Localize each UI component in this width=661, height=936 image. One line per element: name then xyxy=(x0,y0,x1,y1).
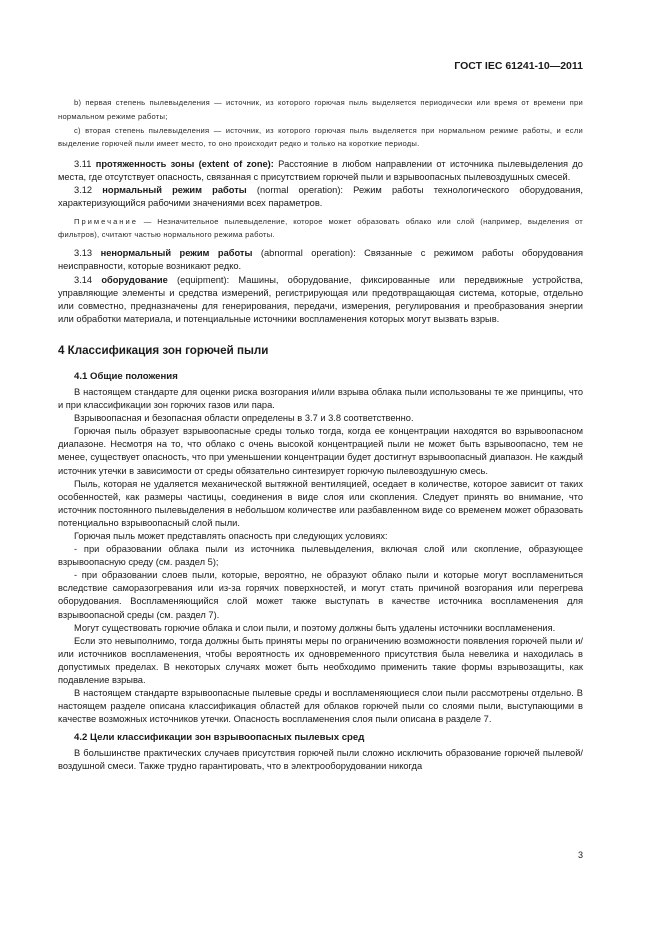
term: нормальный режим работы xyxy=(102,185,247,196)
paragraph: Если это невыполнимо, тогда должны быть приняты меры по ограничению возможности появления горючей пыли и/или источников воспламенения, чтобы вероятность их одновременного присутствия была невелика и находилась в допустимых пределах. В некоторых случаях может быть необходимо применить такие формы взрывозащиты, как подавление взрыва. xyxy=(58,635,583,685)
note-c: c) вторая степень пылевыделения — источник, из которого горючая пыль выделяется при нормальном режиме работы, и если выделение горючей пыли имеет место, то оно происходит редко и только на короткие периоды. xyxy=(58,126,583,148)
page-number: 3 xyxy=(577,850,583,860)
note-b: b) первая степень пылевыделения — источник, из которого горючая пыль выделяется периодически или время от времени при нормальном режиме работы; xyxy=(58,98,583,121)
note-label: Примечание xyxy=(74,217,138,227)
paragraph: Взрывоопасная и безопасная области определены в 3.7 и 3.8 соответственно. xyxy=(74,413,414,424)
definition-3-11: 3.11 протяженность зоны (extent of zone): Расстояние в любом направлении от источника пылевыделения до места, где отсутствует опасность, связанная с присутствием горючей пыли и взрывоопасных пылевоздушных смесей. xyxy=(58,159,583,183)
document-header: ГОСТ IEC 61241-10—2011 xyxy=(454,60,583,72)
term: протяженность зоны (extent of zone): xyxy=(95,159,274,169)
paragraph: В настоящем стандарте для оценки риска возгорания и/или взрыва облака пыли использованы те же принципы, что и при классификации зон горючих газов или пара. xyxy=(58,386,583,411)
paragraph: В большинстве практических случаев присутствия горючей пыли сложно исключить образование горючей пылевой/воздушной смеси. Также трудно гарантировать, что в электрооборудовании никогда xyxy=(58,748,583,772)
paragraph: В настоящем стандарте взрывоопасные пылевые среды и воспламеняющиеся слои пыли рассмотрены отдельно. В настоящем разделе описана классификация областей для облаков горючей пыли со слоями пыли, выступающими в качестве возможных источников утечки. Опасность воспламенения слоя пыли описана в разделе 7. xyxy=(58,688,583,725)
page-body xyxy=(58,58,583,774)
term: ненормальный режим работы xyxy=(100,248,253,259)
paragraph: - при образовании слоев пыли, которые, вероятно, не образуют облако пыли и которые могут воспламениться вследствие саморазогревания или из-за горячих поверхностей, и могут стать причиной возгорания или перегрева оборудования. Воспламеняющийся слой может также выступать в качестве источника воспламенения для взрывоопасной среды (см. раздел 7). xyxy=(58,570,583,620)
paragraph: Могут существовать горючие облака и слои пыли, и поэтому должны быть удалены источники воспламенения. xyxy=(74,622,556,633)
paragraph: Горючая пыль образует взрывоопасные среды только тогда, когда ее концентрации находятся во взрывоопасном диапазоне. Несмотря на то, что облако с очень высокой концентрацией пыли не может быть взрывоопасно, тем не менее, существует опасность, что при уменьшении концентрации будет достигнут взрывоопасный диапазон. Не каждый источник утечки в зависимости от среды обязательно синтезирует горючую пылевоздушную смесь. xyxy=(58,426,583,476)
section-4-2-title: 4.2 Цели классификации зон взрывоопасных пылевых сред xyxy=(74,732,365,744)
paragraph: Пыль, которая не удаляется механической вытяжной вентиляцией, оседает в количестве, которое зависит от таких особенностей, как размеры частицы, соединения в виде слоя или скопления. Следует принять во внимание, что источник постоянного пылевыделения в небольшом количестве или разбавленном виде со временем может образовать потенциально взрывоопасный слой пыли. xyxy=(58,478,583,528)
section-4-title: 4 Классификация зон горючей пыли xyxy=(58,343,269,357)
section-4-1-title: 4.1 Общие положения xyxy=(74,370,178,382)
paragraph: Горючая пыль может представлять опасность при следующих условиях: xyxy=(74,530,388,541)
paragraph: - при образовании облака пыли из источника пылевыделения, включая слой или скопление, образующее взрывоопасную среду (см. раздел 5); xyxy=(58,544,583,568)
definition-3-13: 3.13 ненормальный режим работы (abnormal operation): Связанные с режимом работы оборудования неисправности, которые возникают редко. xyxy=(58,248,584,272)
definition-3-14: 3.14 оборудование (equipment): Машины, оборудование, фиксированные или передвижные устройства, управляющие элементы и средства измерений, регистрирующая или предотвращающая система, которые, отдельно или совместно, предназначены для генерирования, передачи, измерения, регулирования и преобразования энергии или обработки материала, и потенциальные источники воспламенения которых могут вызвать взрыв. xyxy=(58,274,583,324)
term: оборудование xyxy=(101,274,168,285)
note-normal-operation: Примечание — Незначительное пылевыделение, которое может образовать облако или слой (например, выделения от фильтров), считают частью нормального режима работы. xyxy=(58,217,583,239)
definition-3-12: 3.12 нормальный режим работы (normal operation): Режим работы технологического оборудования, характеризующийся рабочими значениями всех параметров. xyxy=(58,185,583,209)
